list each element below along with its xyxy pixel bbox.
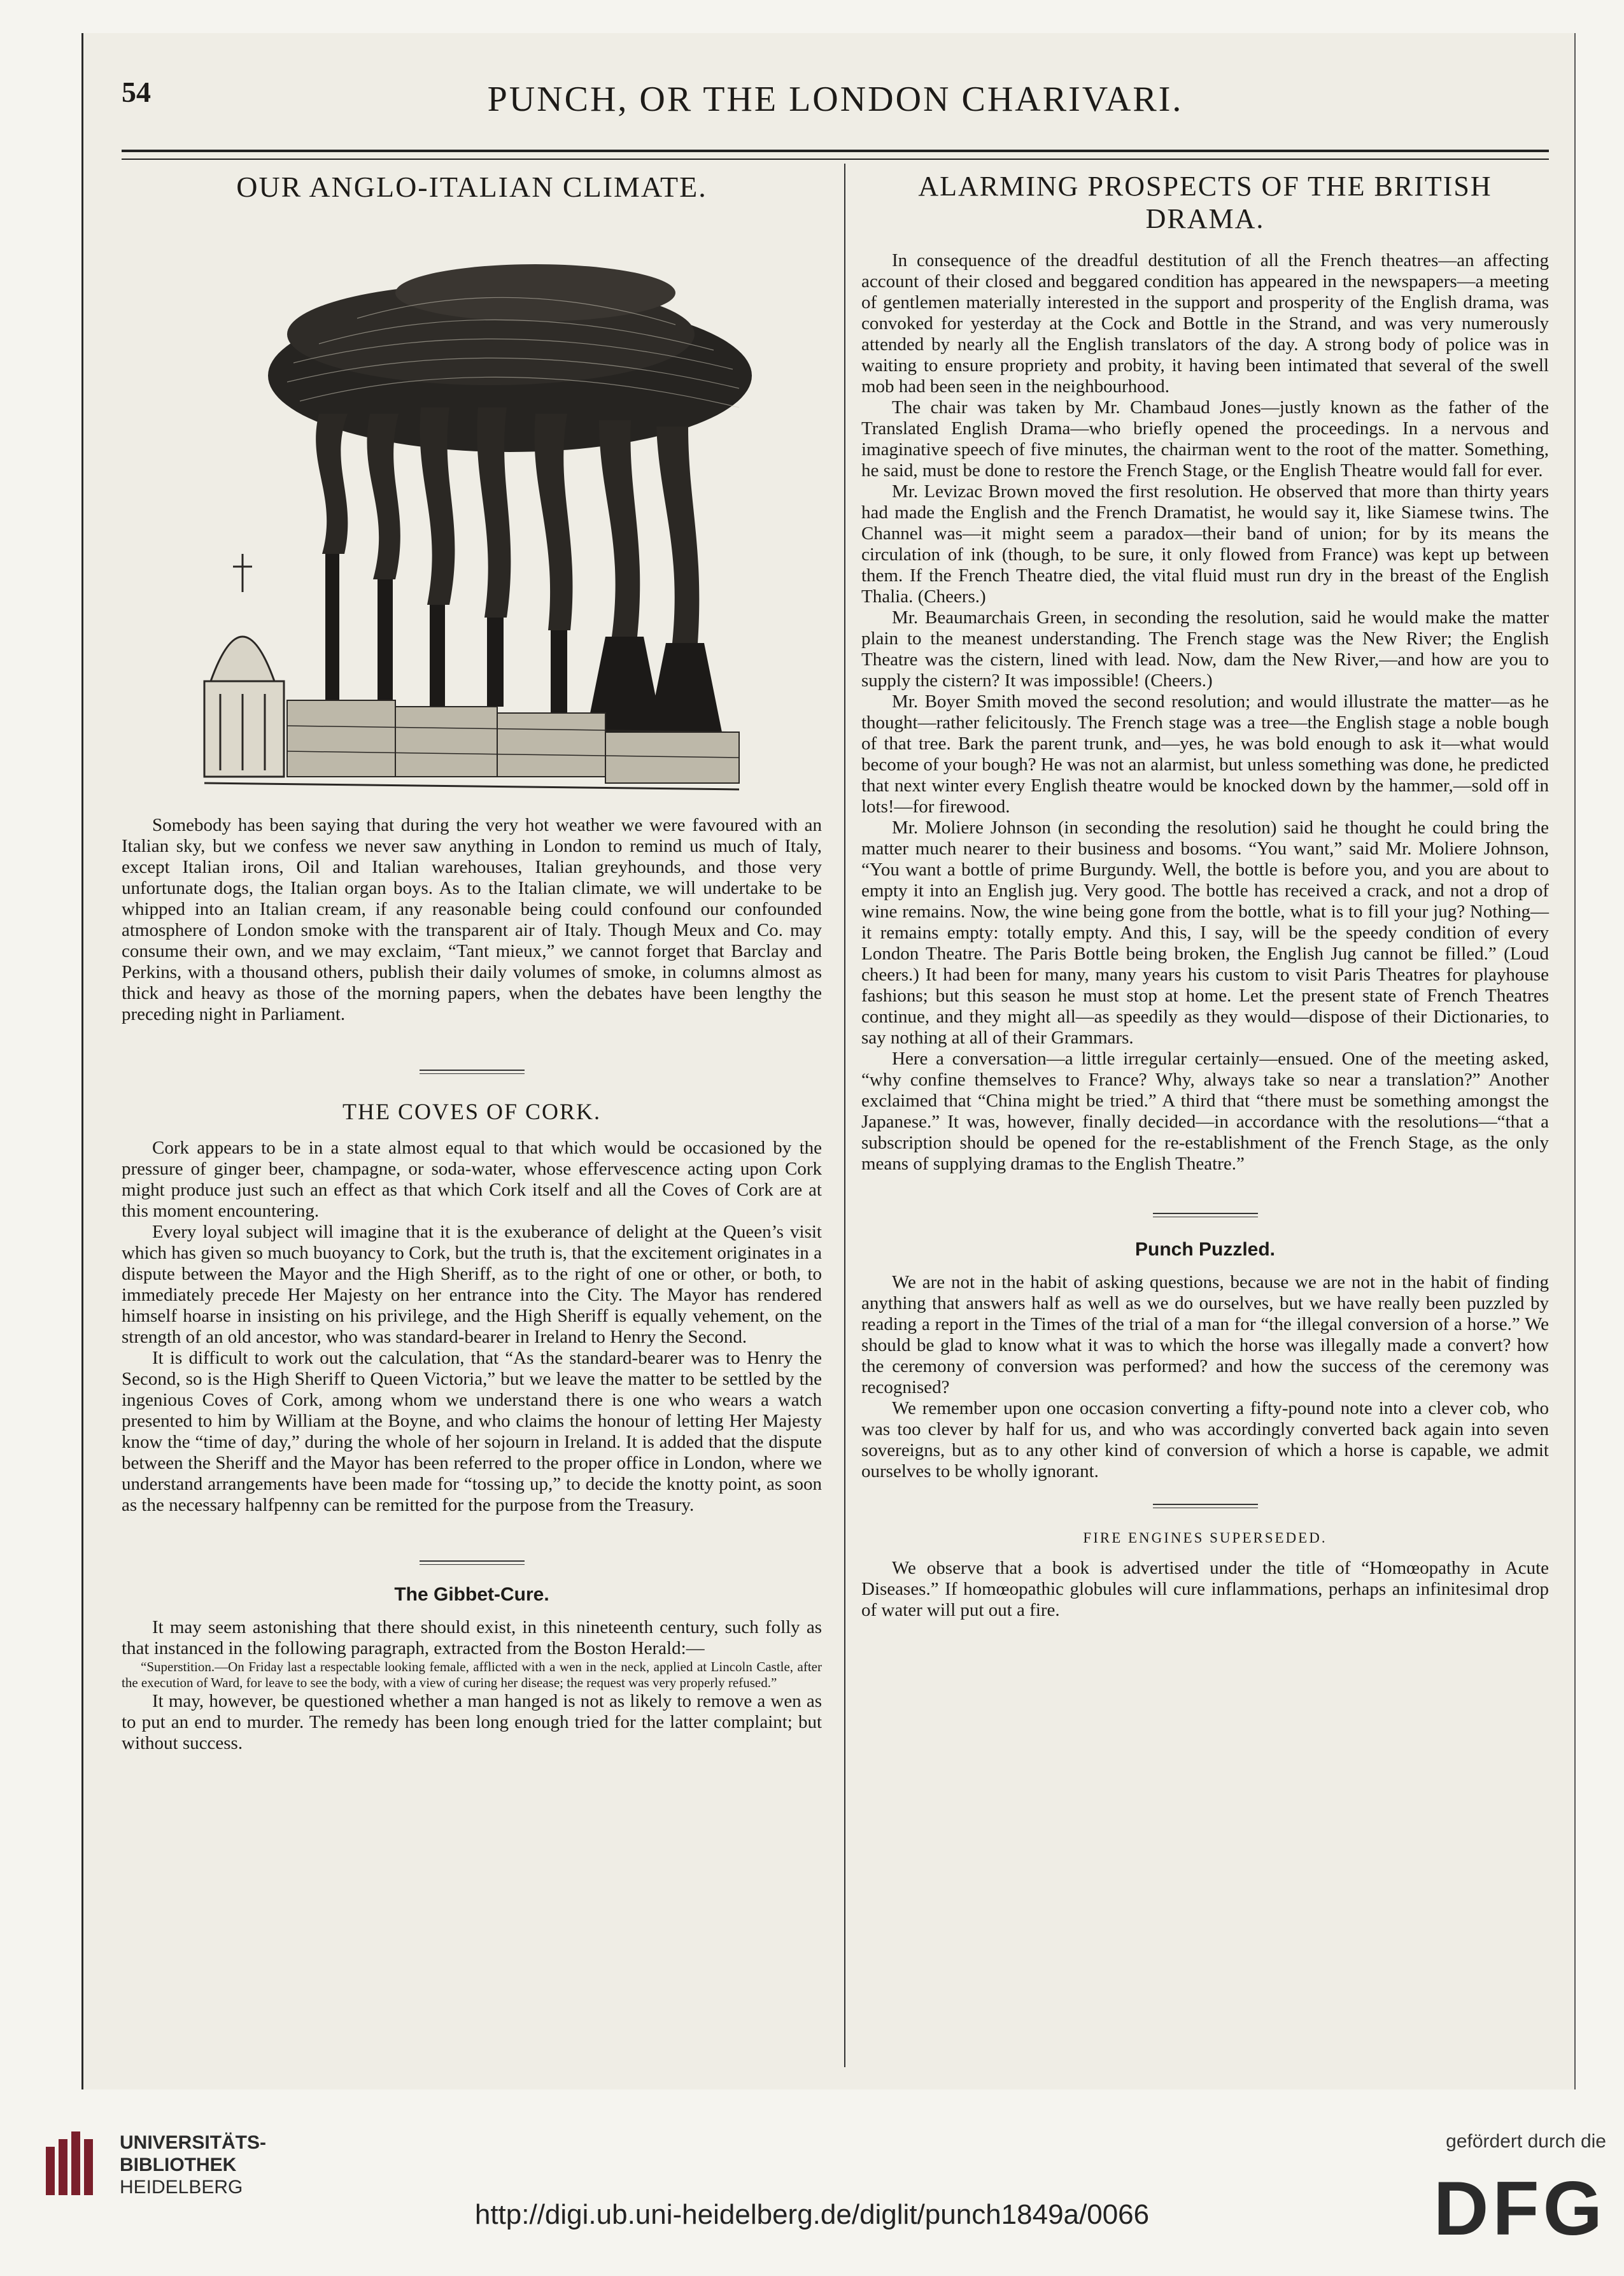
article-body-drama [861,250,1549,1175]
paragraph: We observe that a book is advertised under the title of “Homœopathy in Acute Diseases.” If homœopathic globules will cure inflammations, perhaps an infinitesimal drop of water will put out a fire. [861,1558,1549,1620]
article-body-climate [122,815,822,1025]
paragraph: Mr. Moliere Johnson (in seconding the resolution) said he thought he could bring the matter much nearer to their business and bosoms. “You want,” said Mr. Moliere Johnson, “You want a bottle of prime Burgundy. Well, the bottle is before you, and you are about to empty it into an English jug. Very good. The bottle has received a crack, and not a drop of wine remains. Now, the wine being gone from the bottle, what is to fill your jug? Nothing—it remains empty: totally empty. And this, I say, will be the speedy condition of every London Theatre. The Paris Bottle being broken, the English Jug cannot be filled.” (Loud cheers.) It had been for many, many years his custom to visit Paris Theatres for playhouse fashions; but this season he must stop at home. Let the present state of French Theatres continue, and they might all—as speedily as they would—dispose of their Dictionaries, to say nothing at all of their Grammars. [861,817,1549,1048]
section-separator [1153,1504,1258,1508]
running-title: PUNCH, OR THE LONDON CHARIVARI. [487,80,1183,119]
paragraph: It is difficult to work out the calculation, that “As the standard-bearer was to Henry the Second, so is the High Sheriff to Queen Victoria,” but we leave the matter to be settled by the ingenious Coves of Cork, among whom we understand there is one who wears a watch presented to him by William at the Boyne, and who claims the honour of letting Her Majesty know the “time of day,” during the whole of her sojourn in Ireland. It is added that the dispute between the Sheriff and the Mayor has been referred to the proper office in London, where we understand arrangements have been made for “tossing up,” to decide the knotty point, as soon as the necessary halfpenny can be remitted for the purpose from the Treasury. [122,1348,822,1515]
paragraph: In consequence of the dreadful destitution of all the French theatres—an affecting account of their closed and beggared condition has appeared in the newspapers—a meeting of gentlemen materially interested in the support and prosperity of the English drama, was convoked for yesterday at the Cock and Bottle in the Strand, and was very numerously attended by nearly all the English translators of the day. A strong body of police was in waiting to ensure propriety and probity, it having been intimated that several of the swell mob had been seen in the neighbourhood. [861,250,1549,397]
column-divider [844,164,845,2067]
right-column [861,170,1549,1621]
library-name-line: BIBLIOTHEK [120,2154,237,2175]
article-title-punch-puzzled: Punch Puzzled. [1134,1239,1276,1260]
paragraph: We remember upon one occasion converting a fifty-pound note into a clever cob, who was too clever by half for us, and who was accordingly converted back again into seven sovereigns, but as to any other kind of conversion of which a horse is capable, we admit ourselves to be wholly ignorant. [861,1398,1549,1481]
quoted-paragraph: “Superstition.—On Friday last a respectable looking female, afflicted with a wen in the neck, applied at Lincoln Castle, after the execution of Ward, for leave to see the body, with a view of curing her disease; the request was very properly refused.” [122,1659,822,1690]
article-title-climate: OUR ANGLO-ITALIAN CLIMATE. [236,171,707,203]
library-name [120,2131,266,2198]
article-body-fire-engines [861,1558,1549,1621]
page-number: 54 [122,76,151,108]
university-library-logo-icon [43,2128,104,2198]
section-separator [420,1070,525,1074]
article-body-gibbet [122,1617,822,1754]
library-name-line: UNIVERSITÄTS- [120,2132,267,2153]
paragraph: Mr. Beaumarchais Green, in seconding the resolution, said he would make the matter plain to the meanest understanding. The French stage was the New River; the English Theatre was the cistern, lined with lead. Now, dam the New River,—and how are you to supply the cistern? It was impossible! (Cheers.) [861,607,1549,691]
running-head [122,70,1549,140]
article-title-drama: ALARMING PROSPECTS OF THE BRITISH DRAMA. [918,171,1492,234]
permalink-url[interactable]: http://digi.ub.uni-heidelberg.de/diglit/punch1849a/0066 [474,2199,1150,2230]
paragraph: Somebody has been saying that during the very hot weather we were favoured with an Italian sky, but we confess we never saw anything in London to remind us much of Italy, except Italian irons, Oil and Italian warehouses, Italian greyhounds, and those very unfortunate dogs, the Italian organ boys. As to the Italian climate, we will undertake to be whipped into an Italian cream, if any reasonable being could confound our confounded atmosphere of London smoke with the transparent air of Italy. Though Meux and Co. may consume their own, and we may exclaim, “Tant mieux,” we cannot forget that Barclay and Perkins, with a thousand others, publish their daily volumes of smoke, in columns almost as thick and heavy as those of the morning papers, when the debates have been lengthy the preceding night in Parliament. [122,815,822,1024]
paragraph: It may, however, be questioned whether a man hanged is not as likely to remove a wen as to put an end to murder. The remedy has been long enough tried for the latter complaint; but without success. [122,1691,822,1753]
article-title-cork: THE COVES OF CORK. [342,1099,602,1124]
journal-page [81,33,1576,2089]
paragraph: It may seem astonishing that there should exist, in this nineteenth century, such folly as that instanced in the following paragraph, extracted from the Boston Herald:— [122,1617,822,1658]
paragraph: Mr. Levizac Brown moved the first resolution. He observed that more than thirty years had made the English and the French Dramatist, he would say it, like Siamese twins. The Channel was—it might seem a paradox—their band of union; for by its means the circulation of ink (though, to be sure, it only flowed from France) was kept up between them. If the French Theatre died, the vital fluid must run dry in the breast of the English Thalia. (Cheers.) [861,481,1549,607]
header-rule [122,150,1549,160]
smoking-chimneys-illustration [192,223,752,809]
paragraph: Every loyal subject will imagine that it is the exuberance of delight at the Queen’s visit which has given so much buoyancy to Cork, but the truth is, that the excitement originates in a dispute between the Mayor and the High Sheriff, as to the right of one or other, or both, to immediately precede Her Majesty on her entrance into the City. The Mayor has rendered himself hoarse in insisting on his privilege, and the High Sheriff is equally vehement, on the strength of an old ancestor, who was standard-bearer in Ireland to Henry the Second. [122,1222,822,1347]
funded-by-label: gefördert durch die [1446,2131,1606,2152]
library-name-line: HEIDELBERG [120,2177,243,2198]
section-separator [1153,1213,1258,1217]
article-body-punch-puzzled [861,1272,1549,1482]
paragraph: The chair was taken by Mr. Chambaud Jones—justly known as the father of the Translated English Drama—who briefly opened the proceedings. In a nervous and imaginative speech of five minutes, the chairman went to the root of the matter. Something, he said, must be done to restore the French Stage, or the English Theatre would fall for ever. [861,397,1549,481]
section-separator [420,1560,525,1565]
article-body-cork [122,1138,822,1516]
dfg-logo: DFG [1433,2166,1606,2251]
article-title-fire-engines: FIRE ENGINES SUPERSEDED. [1083,1530,1327,1546]
viewer-footer [0,2089,1624,2276]
paragraph: Mr. Boyer Smith moved the second resolution; and would illustrate the matter—as he thought—rather felicitously. The French stage was a tree—the English stage a noble bough of that tree. Bark the parent trunk, and—yes, he was bold enough to ask it—what would become of your bough? He was not an alarmist, but unless something was done, he predicted that next winter every English theatre would be knocked down by the hammer,—sold off in lots!—for firewood. [861,691,1549,817]
paragraph: Here a conversation—a little irregular certainly—ensued. One of the meeting asked, “why confine themselves to France? Why, always take so near a translation?” Another exclaimed that “China might be tried.” A third that “there must be something amongst the Japanese.” It was, however, finally decided—in accordance with the resolutions—“that a subscription should be opened for the re-establishment of the French Stage, as the only means of supplying dramas to the English Theatre.” [861,1049,1549,1174]
paragraph: We are not in the habit of asking questions, because we are not in the habit of finding anything that answers half as well as we do ourselves, but we have really been puzzled by reading a report in the Times of the trial of a man for “the illegal conversion of a horse.” We should be glad to know what it was to which the horse was illegally made a convert? how the ceremony of conversion was performed? and how the success of the ceremony was recognised? [861,1272,1549,1397]
paragraph: Cork appears to be in a state almost equal to that which would be occasioned by the pressure of ginger beer, champagne, or soda-water, whose effervescence acting upon Cork might produce just such an effect as that which Cork itself and all the Coves of Cork are at this moment encountering. [122,1138,822,1221]
article-title-gibbet: The Gibbet-Cure. [394,1584,549,1605]
left-column [122,170,822,1754]
